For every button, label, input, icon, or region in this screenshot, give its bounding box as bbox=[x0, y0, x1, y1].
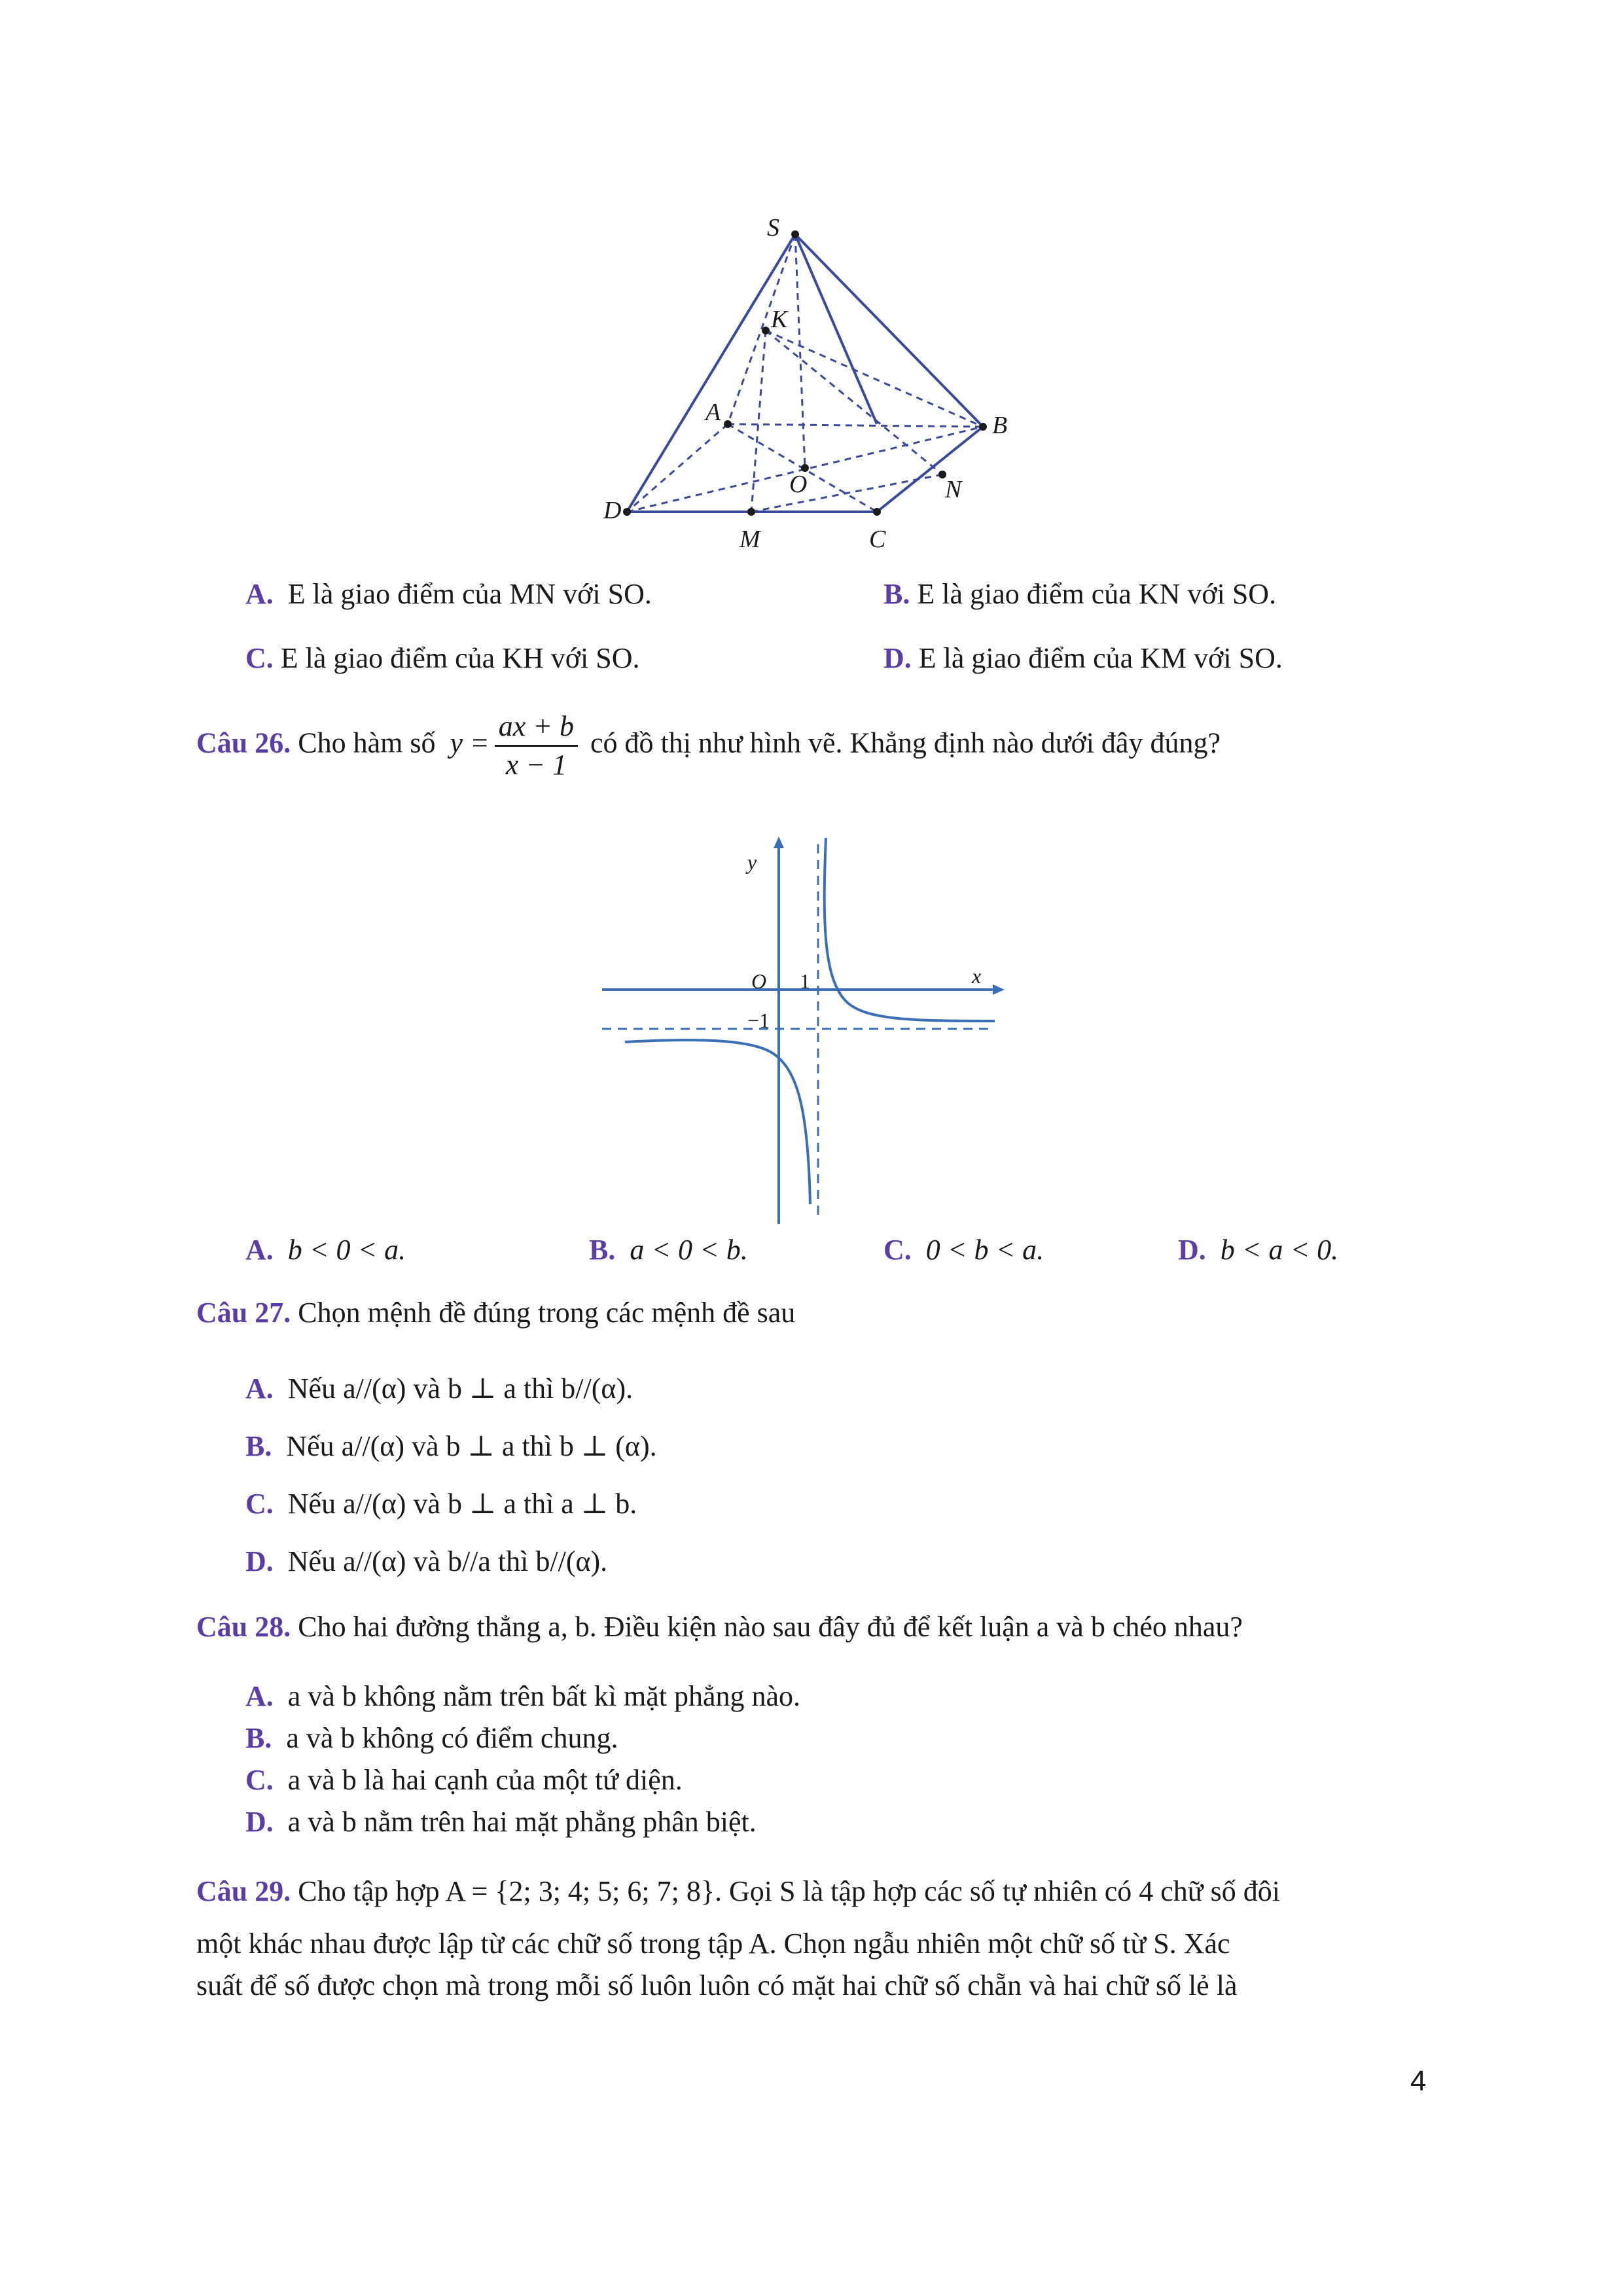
q28-option-c: C. a và b là hai cạnh của một tứ diện. bbox=[245, 1764, 683, 1796]
q29-line-3: suất để số được chọn mà trong mỗi số luôn luôn có mặt hai chữ số chẵn và hai chữ số lẻ là bbox=[196, 1969, 1238, 2001]
q26-fraction: $\frac{ax + b}{x - 1}$ bbox=[495, 708, 578, 783]
q25-option-d: D. E là giao điểm của KM với SO. bbox=[883, 642, 1283, 674]
q27-option-b: B. Nếu a//(α) và b ⊥ a thì b ⊥ (α). bbox=[245, 1430, 657, 1462]
graph-label-origin: O bbox=[751, 969, 767, 993]
label-A: A bbox=[705, 399, 721, 426]
q27-stem: Câu 27. Chọn mệnh đề đúng trong các mệnh đề sau bbox=[196, 1297, 796, 1329]
q29-line-2: một khác nhau được lập từ các chữ số trong tập A. Chọn ngẫu nhiên một chữ số từ S. Xác bbox=[196, 1928, 1230, 1960]
label-N: N bbox=[945, 476, 962, 503]
label-C: C bbox=[869, 526, 886, 553]
pyramid-figure bbox=[589, 209, 1047, 563]
q29-line-1: Câu 29. Cho tập hợp A = {2; 3; 4; 5; 6; 7; 8}. Gọi S là tập hợp các số tự nhiên có 4 chữ số đôi bbox=[196, 1875, 1280, 1907]
label-O: O bbox=[789, 471, 808, 498]
graph-label-y: y bbox=[747, 850, 757, 874]
label-M: M bbox=[740, 526, 760, 553]
q25-option-a: A. E là giao điểm của MN với SO. bbox=[245, 578, 652, 610]
q28-option-a: A. a và b không nằm trên bất kì mặt phẳng nào. bbox=[245, 1680, 801, 1712]
q28-option-d: D. a và b nằm trên hai mặt phẳng phân biệt. bbox=[245, 1806, 757, 1838]
q26-option-c: C. 0 < b < a. bbox=[883, 1234, 1044, 1266]
q27-option-d: D. Nếu a//(α) và b//a thì b//(α). bbox=[245, 1545, 608, 1577]
q28-option-b: B. a và b không có điểm chung. bbox=[245, 1722, 618, 1754]
label-D: D bbox=[603, 497, 622, 524]
q27-option-a: A. Nếu a//(α) và b ⊥ a thì b//(α). bbox=[245, 1372, 633, 1405]
graph-label-neg-one: −1 bbox=[747, 1009, 770, 1032]
q26-stem: Câu 26. Cho hàm số y = $\frac{ax + b}{x - 1}$ có đồ thị như hình vẽ. Khẳng định nào dưới đây đúng? bbox=[196, 708, 1221, 783]
q28-stem: Câu 28. Cho hai đường thẳng a, b. Điều kiện nào sau đây đủ để kết luận a và b chéo nhau? bbox=[196, 1611, 1243, 1643]
q25-option-b: B. E là giao điểm của KN với SO. bbox=[883, 578, 1277, 610]
q26-option-d: D. b < a < 0. bbox=[1178, 1234, 1339, 1266]
page-number: 4 bbox=[1410, 2065, 1427, 2097]
q27-option-c: C. Nếu a//(α) và b ⊥ a thì a ⊥ b. bbox=[245, 1488, 637, 1520]
label-S: S bbox=[767, 214, 779, 242]
q26-option-a: A. b < 0 < a. bbox=[245, 1234, 406, 1266]
graph-label-one: 1 bbox=[800, 969, 810, 993]
q26-option-b: B. a < 0 < b. bbox=[589, 1234, 748, 1266]
hyperbola-graph bbox=[602, 831, 1008, 1224]
q25-option-c: C. E là giao điểm của KH với SO. bbox=[245, 642, 640, 674]
label-K: K bbox=[771, 306, 788, 333]
graph-label-x: x bbox=[972, 964, 982, 988]
label-B: B bbox=[992, 412, 1008, 439]
